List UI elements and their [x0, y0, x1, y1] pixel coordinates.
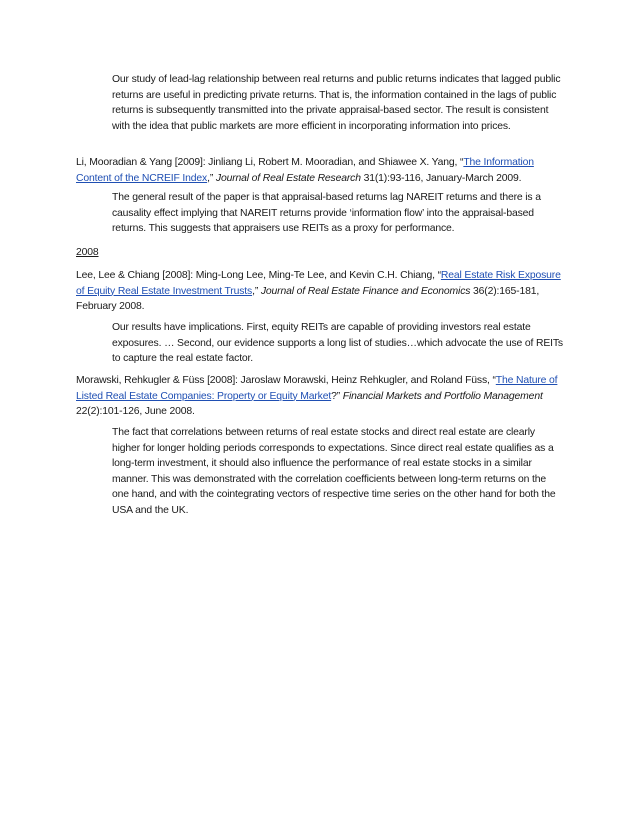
citation-title-link[interactable]: The Nature of Listed Real Estate Companies: Property or Equity Market: [76, 375, 558, 402]
summary-lead-lag: Our study of lead-lag relationship between real returns and public returns indicates that lagged public returns are useful in predicting private returns. That is, the information contained in the lags of public returns is subsequently transmitted into the private appraisal-based sector. The result is consistent with the idea that public markets are more efficient in incorporating information into prices.: [112, 74, 561, 132]
citation-journal: Journal of Real Estate Finance and Economics: [260, 285, 471, 297]
citation-authors: Li, Mooradian & Yang [2009]: Jinliang Li, Robert M. Mooradian, and Shiawee X. Yang, “: [76, 157, 464, 168]
year-heading: [76, 245, 566, 261]
citation-title-link[interactable]: The Information Content of the NCREIF Index: [76, 157, 534, 184]
summary-correlations: The fact that correlations between returns of real estate stocks and direct real estate are clearly higher for longer holding periods corresponds to expectations. Since direct real estate qualifies as a long-term investment, it should also influence the performance of real estate stocks in a similar manner. This was demonstrated with the correlation coefficients between long-term returns on the one hand, and with the cointegrating vectors of respective time series on the other hand for both the USA and the UK.: [112, 427, 556, 516]
citation-authors: Morawski, Rehkugler & Füss [2008]: Jaroslaw Morawski, Heinz Rehkugler, and Roland Füss, “: [76, 375, 496, 386]
citation-title-link[interactable]: Real Estate Risk Exposure of Equity Real Estate Investment Trusts: [76, 270, 561, 297]
citation-li-2009: [76, 155, 566, 186]
citation-morawski-2008: [76, 373, 566, 420]
citation-authors: Lee, Lee & Chiang [2008]: Ming-Long Lee, Ming-Te Lee, and Kevin C.H. Chiang, “: [76, 270, 441, 281]
citation-volume: 22(2):101-126, June 2008.: [76, 406, 195, 417]
citation-separator: ,”: [207, 172, 216, 184]
citation-journal: Financial Markets and Portfolio Management: [342, 390, 543, 402]
citation-separator: ,”: [252, 285, 261, 297]
citation-volume: 31(1):93-116, January-March 2009.: [360, 172, 522, 184]
summary-appraisal: The general result of the paper is that appraisal-based returns lag NAREIT returns and there is a causality effect implying that NAREIT returns provide ‘information flow’ into the appraisal-based returns. This suggests that appraisers use REITs as a proxy for performance.: [112, 192, 541, 234]
year-heading-text: 2008: [76, 247, 99, 258]
citation-separator: ?”: [331, 390, 343, 402]
citation-volume: 36(2):165-181, February 2008.: [76, 285, 540, 312]
citation-journal: Journal of Real Estate Research: [215, 172, 361, 184]
citation-lee-2008: [76, 268, 566, 315]
summary-equity-reits: Our results have implications. First, equity REITs are capable of providing investors real estate exposures. … Second, our evidence supports a long list of studies…which advocate the use of REITs to capture the real estate factor.: [112, 322, 563, 364]
